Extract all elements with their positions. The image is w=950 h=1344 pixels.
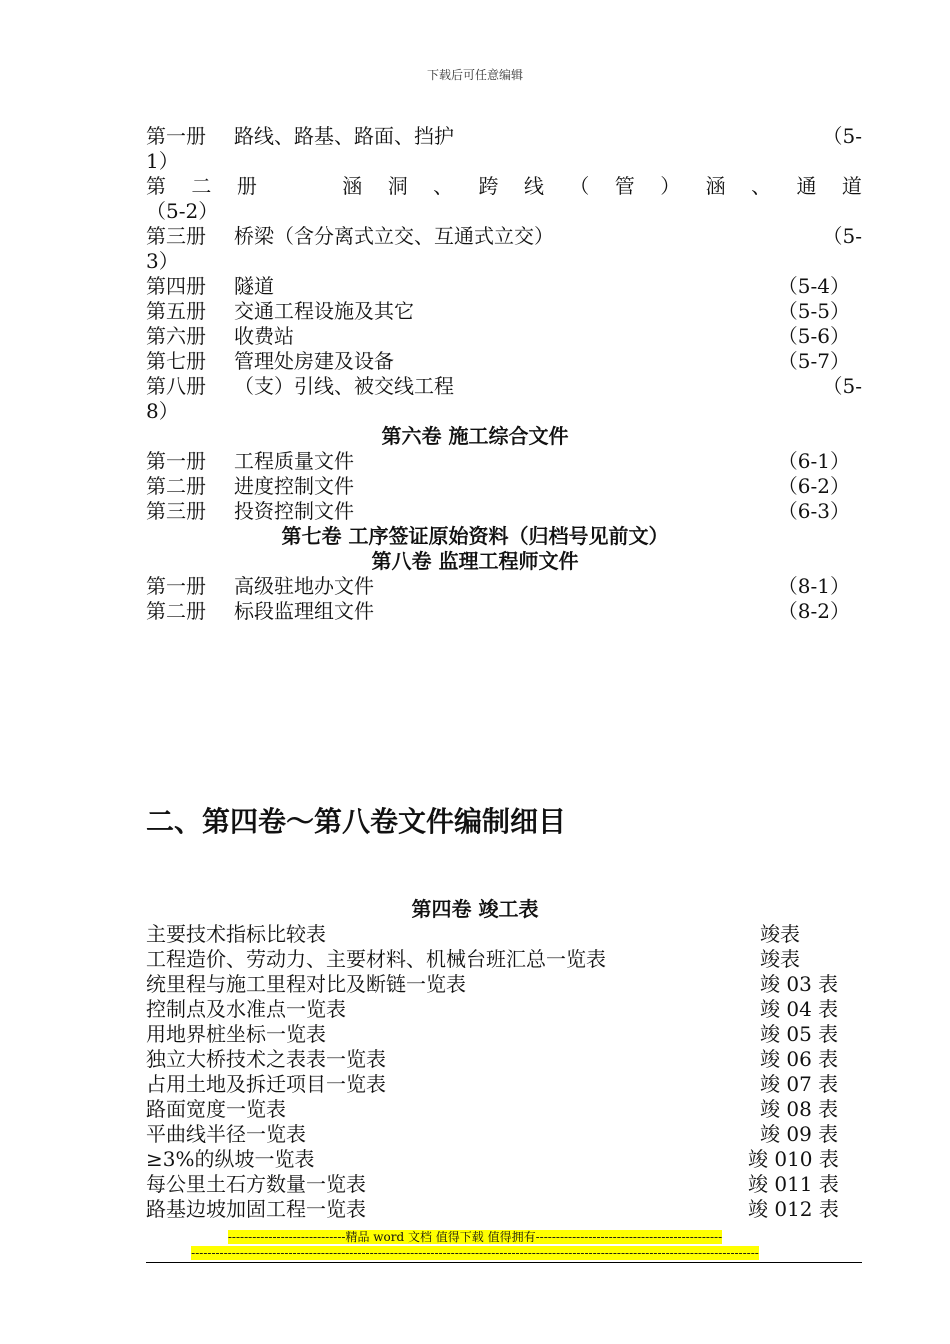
- archive-code: （6-2）: [777, 474, 850, 498]
- table-row-name: 工程造价、劳动力、主要材料、机械台班汇总一览表: [146, 947, 606, 971]
- row-token: 跨: [478, 174, 499, 198]
- page-header: 下载后可任意编辑: [426, 68, 523, 82]
- table-row-code: 竣 06 表: [760, 1047, 839, 1071]
- archive-code: （8-1）: [777, 574, 850, 598]
- row-token: 涵: [705, 174, 726, 198]
- table-row-code: 竣 012 表: [748, 1197, 839, 1221]
- volume-title: 高级驻地办文件: [234, 574, 374, 598]
- archive-code: （8-2）: [777, 599, 850, 623]
- table-row-code: 竣 05 表: [760, 1022, 839, 1046]
- vol5-row-4: [146, 274, 862, 299]
- table-row-name: ≥3%的纵坡一览表: [146, 1147, 315, 1171]
- archive-code-wrap: 8）: [146, 399, 179, 423]
- volume-heading: 第四卷 竣工表: [411, 897, 539, 921]
- volume-number: 第四册: [146, 274, 206, 298]
- table-row-name: 路面宽度一览表: [146, 1097, 286, 1121]
- volume-title: 投资控制文件: [234, 499, 354, 523]
- row-token: 二: [191, 174, 212, 198]
- volume-title: 收费站: [234, 324, 294, 348]
- archive-code: （5-: [822, 374, 862, 398]
- archive-code-wrap: 3）: [146, 249, 179, 273]
- volume-title: 路线、路基、路面、挡护: [234, 124, 454, 148]
- archive-code: （5-5）: [777, 299, 850, 323]
- table-row-code: 竣 08 表: [760, 1097, 839, 1121]
- archive-code: （5-: [822, 224, 862, 248]
- vol6-row-1: [146, 449, 862, 474]
- volume-number: 第一册: [146, 124, 206, 148]
- table-row-name: 平曲线半径一览表: [146, 1122, 306, 1146]
- row-token: 、: [433, 174, 454, 198]
- row-token: （: [569, 174, 590, 198]
- volume-title: （支）引线、被交线工程: [234, 374, 454, 398]
- volume-number: 第八册: [146, 374, 206, 398]
- archive-code: （5-: [822, 124, 862, 148]
- table-row-code: 竣 03 表: [760, 972, 839, 996]
- table-row-name: 每公里土石方数量一览表: [146, 1172, 366, 1196]
- volume-heading: 第六卷 施工综合文件: [381, 424, 569, 448]
- table-row-name: 统里程与施工里程对比及断链一览表: [146, 972, 466, 996]
- vol5-row-1: [146, 124, 862, 149]
- table-row-name: 主要技术指标比较表: [146, 922, 326, 946]
- footer-divider: [146, 1262, 862, 1263]
- footer-banner: [0, 1244, 950, 1262]
- row-token: 道: [841, 174, 862, 198]
- table-row-name: 占用土地及拆迁项目一览表: [146, 1072, 386, 1096]
- row-token: ）: [660, 174, 681, 198]
- row-token: 、: [751, 174, 772, 198]
- volume-title: 隧道: [234, 274, 274, 298]
- vol5-row-6: [146, 324, 862, 349]
- vol5-row-3: [146, 224, 862, 249]
- table-row-name: 控制点及水准点一览表: [146, 997, 346, 1021]
- archive-code: （5-4）: [777, 274, 850, 298]
- volume-number: 第二册: [146, 599, 206, 623]
- table-row-code: 竣表: [760, 922, 800, 946]
- table-row-name: 路基边坡加固工程一览表: [146, 1197, 366, 1221]
- vol5-row-5: [146, 299, 862, 324]
- vol8-row-1: [146, 574, 862, 599]
- table-row-code: 竣 04 表: [760, 997, 839, 1021]
- archive-code: （5-7）: [777, 349, 850, 373]
- volume-number: 第一册: [146, 574, 206, 598]
- vol8-row-2: [146, 599, 862, 624]
- volume-number: 第三册: [146, 499, 206, 523]
- vol5-row-2: [146, 174, 862, 199]
- row-token: 洞: [387, 174, 408, 198]
- volume-number: 第五册: [146, 299, 206, 323]
- table-row-code: 竣表: [760, 947, 800, 971]
- table-row-code: 竣 09 表: [760, 1122, 839, 1146]
- archive-code-wrap: （5-2）: [146, 199, 219, 223]
- volume-title: 进度控制文件: [234, 474, 354, 498]
- row-token: 管: [614, 174, 635, 198]
- section-title: 二、第四卷～第八卷文件编制细目: [146, 805, 567, 838]
- footer-text: --------------------------------------------------------------------------------------------------------------------------------------------: [191, 1246, 759, 1260]
- table-row-name: 用地界桩坐标一览表: [146, 1022, 326, 1046]
- row-token: 册: [236, 174, 257, 198]
- volume-title: 桥梁（含分离式立交、互通式立交）: [234, 224, 554, 248]
- volume-title: 工程质量文件: [234, 449, 354, 473]
- volume-number: 第七册: [146, 349, 206, 373]
- row-token: 涵: [342, 174, 363, 198]
- archive-code-wrap: 1）: [146, 149, 179, 173]
- row-token: 通: [796, 174, 817, 198]
- volume-number: 第一册: [146, 449, 206, 473]
- volume-number: 第六册: [146, 324, 206, 348]
- table-row-code: 竣 010 表: [748, 1147, 839, 1171]
- vol5-row-7: [146, 349, 862, 374]
- row-token: 第: [146, 174, 166, 198]
- volume-number: 第三册: [146, 224, 206, 248]
- volume-title: 交通工程设施及其它: [234, 299, 414, 323]
- volume-title: 管理处房建及设备: [234, 349, 394, 373]
- vol6-row-2: [146, 474, 862, 499]
- table-row-code: 竣 011 表: [748, 1172, 839, 1196]
- volume-title: 标段监理组文件: [234, 599, 374, 623]
- row-token: 线: [523, 174, 544, 198]
- footer-text: -----------------------------精品 word 文档 值得下载 值得拥有----------------------------------------------: [227, 1230, 723, 1244]
- archive-code: （5-6）: [777, 324, 850, 348]
- volume-heading: 第八卷 监理工程师文件: [371, 549, 579, 573]
- vol5-row-8: [146, 374, 862, 399]
- archive-code: （6-1）: [777, 449, 850, 473]
- archive-code: （6-3）: [777, 499, 850, 523]
- table-row-code: 竣 07 表: [760, 1072, 839, 1096]
- vol6-row-3: [146, 499, 862, 524]
- volume-heading: 第七卷 工序签证原始资料（归档号见前文）: [281, 524, 669, 548]
- table-row-name: 独立大桥技术之表表一览表: [146, 1047, 386, 1071]
- volume-number: 第二册: [146, 474, 206, 498]
